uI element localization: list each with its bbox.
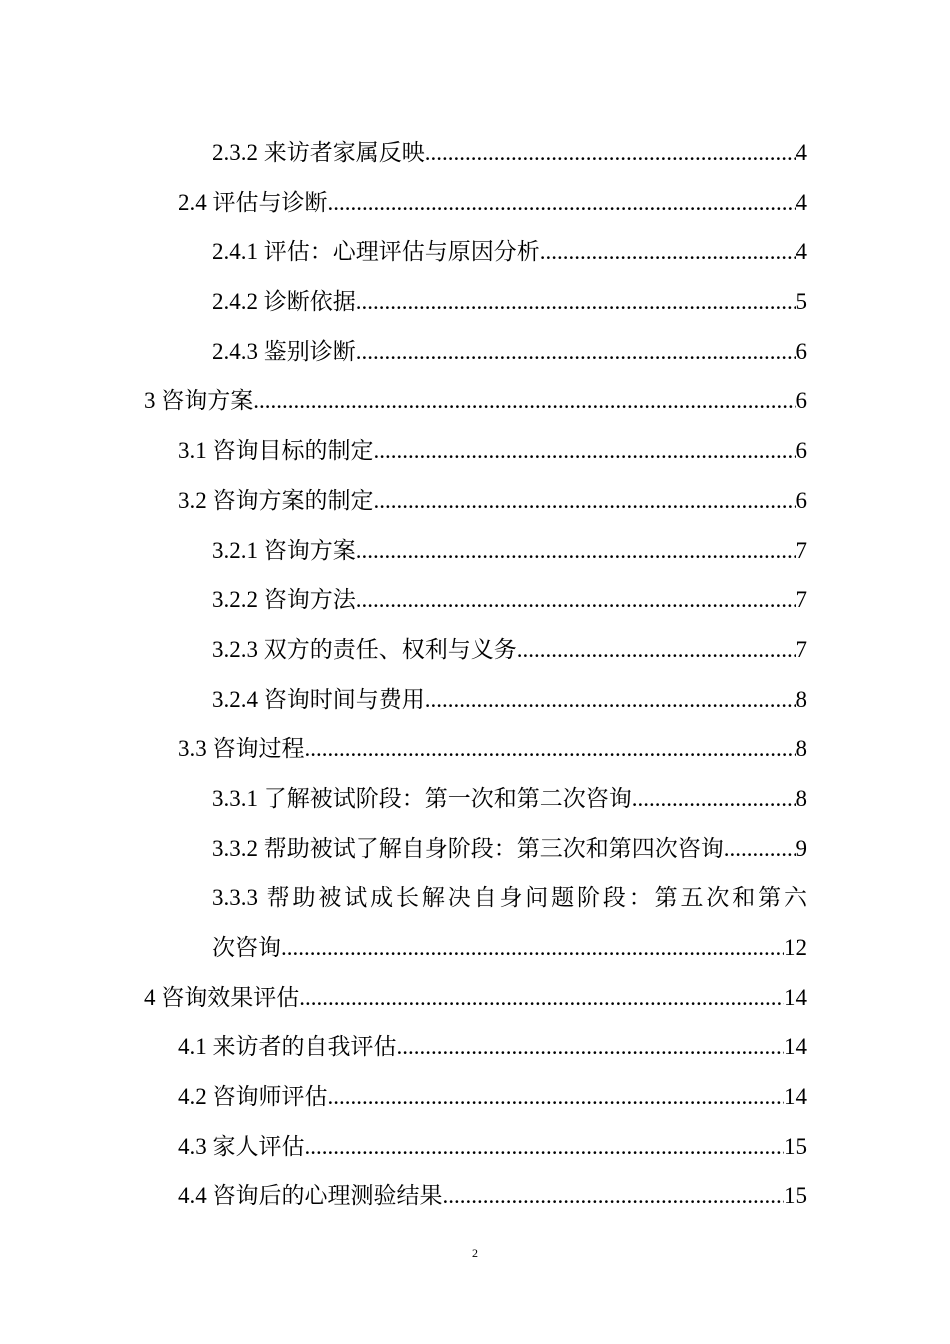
toc-entry-title: 4.3 家人评估: [178, 1133, 305, 1159]
toc-entry[interactable]: [0, 277, 950, 327]
toc-entry-title: 3.2.1 咨询方案: [212, 537, 356, 563]
toc-leader-dots: [517, 625, 796, 675]
toc-entry[interactable]: [0, 625, 950, 675]
toc-entry[interactable]: [0, 1072, 950, 1122]
toc-entry-page: 6: [795, 388, 807, 414]
toc-entry-page: 15: [784, 1183, 807, 1209]
toc-leader-dots: [253, 376, 795, 426]
toc-leader-dots: [356, 327, 796, 377]
toc-entry[interactable]: [0, 824, 950, 874]
toc-entry[interactable]: [0, 526, 950, 576]
toc-leader-dots: [374, 426, 796, 476]
toc-leader-dots: [305, 1122, 785, 1172]
toc-entry[interactable]: [0, 178, 950, 228]
toc-entry-title-line2: 次咨询: [212, 935, 281, 960]
toc-entry-page: 4: [795, 239, 807, 265]
toc-leader-dots: [397, 1022, 785, 1072]
toc-entry-page: 6: [795, 338, 807, 364]
toc-leader-dots: [540, 227, 796, 277]
toc-entry-title: 4.2 咨询师评估: [178, 1084, 328, 1110]
toc-entry-title: 3.3.2 帮助被试了解自身阶段：第三次和第四次咨询: [212, 835, 724, 861]
toc-entry[interactable]: [0, 675, 950, 725]
toc-leader-dots: [425, 675, 796, 725]
toc-entry[interactable]: [0, 575, 950, 625]
toc-entry-page: 7: [795, 636, 807, 662]
toc-leader-dots: [328, 178, 796, 228]
toc-leader-dots: [328, 1072, 785, 1122]
toc-entry-title: 3.3.1 了解被试阶段：第一次和第二次咨询: [212, 785, 632, 811]
toc-leader-dots: [356, 277, 796, 327]
toc-entry[interactable]: [0, 973, 950, 1023]
toc-entry-page: 7: [795, 537, 807, 563]
toc-entry-wrapped-line2[interactable]: [0, 923, 950, 973]
toc-entry-title: 3.3 咨询过程: [178, 736, 305, 762]
toc-entry-page: 4: [795, 189, 807, 215]
toc-entry[interactable]: [0, 227, 950, 277]
toc-entry[interactable]: [0, 426, 950, 476]
toc-entry-title-line1: 3.3.3 帮助被试成长解决自身问题阶段：第五次和第六: [212, 885, 807, 911]
toc-entry-page: 8: [795, 785, 807, 811]
toc-leader-dots: [299, 973, 784, 1023]
toc-entry-page: 6: [795, 487, 807, 513]
toc-entry-page: 14: [784, 984, 807, 1010]
toc-entry-title: 2.3.2 来访者家属反映: [212, 140, 425, 165]
toc-leader-dots: [356, 526, 796, 576]
toc-leader-dots: [374, 476, 796, 526]
toc-leader-dots: [281, 923, 784, 973]
toc-leader-dots: [443, 1171, 785, 1221]
toc-entry[interactable]: [0, 376, 950, 426]
toc-entry[interactable]: [0, 724, 950, 774]
toc-entry-page: 14: [784, 1034, 807, 1060]
toc-entry-title: 2.4 评估与诊断: [178, 189, 328, 215]
toc-entry-title: 2.4.1 评估：心理评估与原因分析: [212, 239, 540, 265]
toc-entry-page: 8: [795, 686, 807, 712]
toc-entry-title: 3.2.2 咨询方法: [212, 587, 356, 613]
toc-entry-page: 9: [795, 835, 807, 861]
toc-entry-title: 4 咨询效果评估: [144, 984, 300, 1010]
toc-leader-dots: [724, 824, 796, 874]
toc-entry-title: 2.4.3 鉴别诊断: [212, 338, 356, 364]
toc-entry[interactable]: [0, 327, 950, 377]
toc-leader-dots: [632, 774, 796, 824]
toc-entry-title: 3.2 咨询方案的制定: [178, 487, 374, 513]
toc-entry-page: 7: [795, 587, 807, 613]
toc-entry-page: 5: [795, 289, 807, 315]
toc-entry-page: 6: [795, 438, 807, 464]
toc-entry-title: 3.2.4 咨询时间与费用: [212, 686, 425, 712]
toc-entry-page: 8: [795, 736, 807, 762]
toc-leader-dots: [356, 575, 796, 625]
toc-leader-dots: [425, 128, 796, 178]
toc-entry-title: 2.4.2 诊断依据: [212, 289, 356, 315]
toc-entry-page: 14: [784, 1084, 807, 1110]
toc-entry-page: 4: [795, 140, 807, 165]
toc-entry[interactable]: [0, 1122, 950, 1172]
toc-entry-title: 3 咨询方案: [144, 388, 254, 414]
toc-entry-wrapped-line1[interactable]: [0, 873, 950, 923]
toc-entry-page: 15: [784, 1133, 807, 1159]
toc-entry-title: 4.1 来访者的自我评估: [178, 1034, 397, 1060]
toc-entry[interactable]: [0, 774, 950, 824]
toc-entry[interactable]: [0, 476, 950, 526]
toc-entry-title: 3.2.3 双方的责任、权利与义务: [212, 636, 517, 662]
page-number: 2: [472, 1246, 478, 1260]
toc-entry[interactable]: [0, 1171, 950, 1221]
toc-entry[interactable]: [0, 1022, 950, 1072]
toc-entry[interactable]: [0, 128, 950, 178]
toc-entry-page: 12: [784, 935, 807, 960]
toc-entry-title: 4.4 咨询后的心理测验结果: [178, 1183, 443, 1209]
toc-leader-dots: [305, 724, 796, 774]
toc-entry-title: 3.1 咨询目标的制定: [178, 438, 374, 464]
table-of-contents: [0, 128, 950, 1221]
